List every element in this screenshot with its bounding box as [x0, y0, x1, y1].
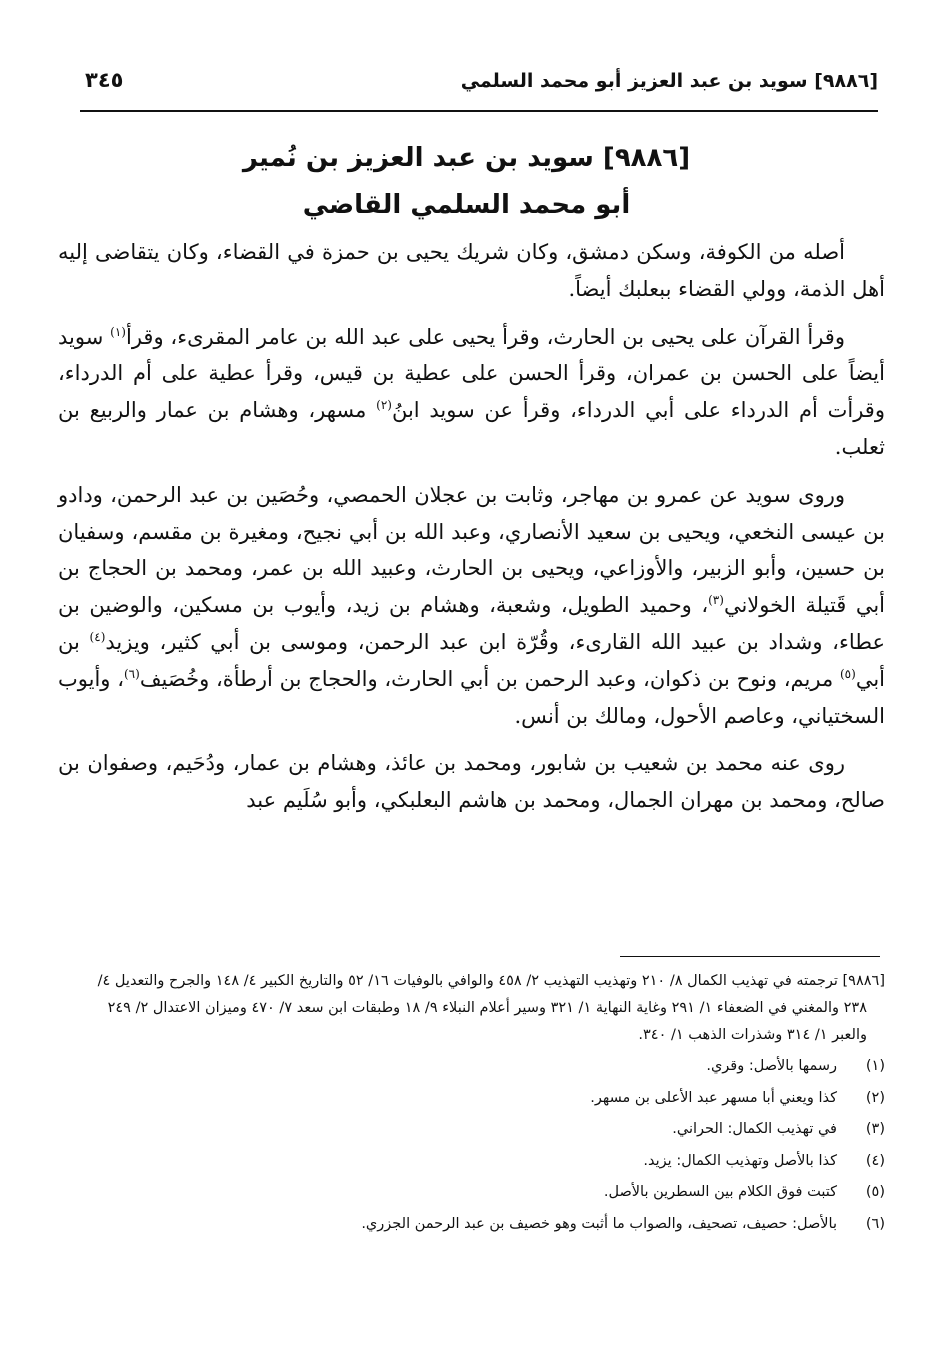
footnote-marker: (٢)	[376, 398, 392, 413]
paragraph-text: وروى سويد عن عمرو بن مهاجر، وثابت بن عجلان الحمصي، وحُصَين بن عبد الرحمن، ودادو بن عيسى النخعي، ويحيى بن سعيد الأنصاري، وعبد الله بن أبي نجيح، ومغيرة بن مقسم، وسفيان بن حسين، وأبو الزبير، والأوزاعي، ويحيى بن الحارث، وعبيد الله بن عمر، ومحمد بن الحجاج بن أبي قَتيلة الخولاني	[58, 482, 886, 618]
entry-title: [٩٨٨٦] سويد بن عبد العزيز بن نُمير	[242, 143, 691, 173]
footnote-list	[70, 1055, 885, 1235]
paragraph	[58, 745, 885, 819]
footnote-text: في تهذيب الكمال: الحراني.	[672, 1121, 837, 1137]
footnote-item	[70, 1150, 885, 1172]
paragraph-text: ، وحميد الطويل، وشعبة، وهشام بن زيد، وأيوب بن مسكين، والوضين بن عطاء، وشداد بن عبيد الله القارىء، وقُرّة ابن عبد الرحمن، وموسى بن أبي كثير، ويزيد	[58, 593, 885, 654]
paragraph-text: مسهر، وهشام بن عمار والربيع بن ثعلب.	[58, 398, 885, 459]
footnote-item	[70, 1118, 885, 1140]
footnote-item	[70, 1087, 885, 1109]
paragraph-text: وقرأ القرآن على يحيى بن الحارث، وقرأ يحيى على عبد الله بن عامر المقرىء، وقرأ	[125, 324, 845, 349]
footnote-number: (٤)	[865, 1152, 885, 1169]
body-text	[58, 234, 885, 830]
footnote-number: (٦)	[865, 1215, 885, 1232]
running-head	[80, 66, 878, 112]
footnote-item	[70, 1055, 885, 1077]
footnote-item	[70, 1213, 885, 1235]
paragraph-text: بن أبي	[58, 629, 885, 691]
footnotes	[70, 968, 885, 1244]
footnote-marker: (٤)	[89, 629, 106, 644]
footnote-marker: (٣)	[708, 593, 724, 608]
running-head-title: [٩٨٨٦] سويد بن عبد العزيز أبو محمد السلمي	[460, 70, 878, 92]
footnote-marker: (٥)	[839, 666, 856, 681]
footnote-separator	[620, 956, 880, 957]
page-number: ٣٤٥	[85, 68, 124, 92]
footnote-text: بالأصل: حصيف، تصحيف، والصواب ما أثبت وهو خصيف بن عبد الرحمن الجزري.	[361, 1215, 837, 1232]
paragraph	[58, 477, 885, 735]
footnote-text: كذا بالأصل وتهذيب الكمال: يزيد.	[643, 1152, 837, 1169]
footnote-marker: (٦)	[123, 666, 140, 681]
paragraph-text: ، وأيوب السختياني، وعاصم الأحول، ومالك بن أنس.	[58, 666, 885, 728]
footnote-text: كذا ويعني أبا مسهر عبد الأعلى بن مسهر.	[590, 1089, 837, 1106]
footnote-marker: (١)	[110, 324, 126, 339]
paragraph	[58, 234, 885, 308]
paragraph-text: سويد أيضاً على الحسن بن عمران، وقرأ الحسن على عطية بن قيس، وقرأ عطية على أم الدرداء، وقرأت أم الدرداء على أبي الدرداء، وقرأ عن سويد ابنُ	[58, 324, 885, 423]
footnote-number: (١)	[865, 1058, 885, 1074]
footnote-item	[70, 1181, 885, 1203]
source-note: [٩٨٨٦] ترجمته في تهذيب الكمال ٨/ ٢١٠ وتهذيب التهذيب ٢/ ٤٥٨ والوافي بالوفيات ١٦/ ٥٢ والتاريخ الكبير ٤/ ١٤٨ والجرح والتعديل ٤/ ٢٣٨ والمغني في الضعفاء ١/ ٢٩١ وغاية النهاية ١/ ٣٢١ وسير أعلام النبلاء ٩/ ١٨ وطبقات ابن سعد ٧/ ٤٧٠ وميزان الاعتدال ٢/ ٢٤٩ والعبر ١/ ٣١٤ وشذرات الذهب ١/ ٣٤٠.	[97, 973, 885, 1043]
footnote-text: كتبت فوق الكلام بين السطرين بالأصل.	[603, 1184, 837, 1200]
footnote-number: (٢)	[865, 1089, 885, 1106]
footnote-number: (٣)	[865, 1121, 885, 1137]
paragraph-text: أصله من الكوفة، وسكن دمشق، وكان شريك يحيى بن حمزة في القضاء، وكان يتقاضى إليه أهل الذمة، وولي القضاء ببعلبك أيضاً.	[58, 240, 885, 301]
footnote-text: رسمها بالأصل: وقري.	[706, 1058, 837, 1074]
paragraph-text: مريم، ونوح بن ذكوان، وعبد الرحمن بن أبي الحارث، والحجاج بن أرطأة، وخُصَيف	[139, 666, 840, 691]
paragraph-text: روى عنه محمد بن شعيب بن شابور، ومحمد بن عائذ، وهشام بن عمار، ودُحَيم، وصفوان بن صالح، ومحمد بن مهران الجمال، ومحمد بن هاشم البعلبكي، وأبو سُلَيم عبد	[58, 751, 885, 813]
entry-subtitle: أبو محمد السلمي القاضي	[302, 190, 631, 220]
paragraph	[58, 319, 885, 466]
footnote-number: (٥)	[865, 1184, 885, 1200]
